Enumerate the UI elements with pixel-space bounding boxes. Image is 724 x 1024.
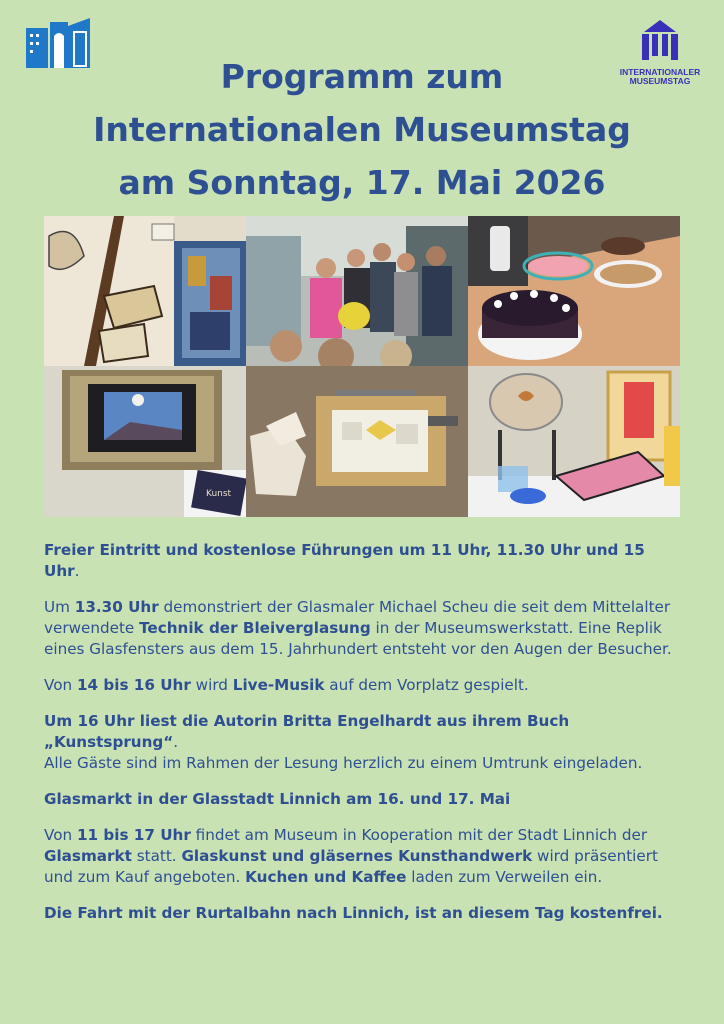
photo-framed-painting bbox=[44, 366, 246, 517]
title-line-2: Internationalen Museumstag bbox=[93, 110, 631, 149]
logo-text: INTERNATIONALER MUSEUMSTAG bbox=[619, 67, 701, 86]
title-line-1: Programm zum bbox=[220, 57, 504, 96]
p7-train: Die Fahrt mit der Rurtalbahn nach Linnich, ist an diesem Tag kostenfrei. bbox=[44, 904, 663, 922]
program-text bbox=[44, 540, 684, 939]
p3-text3: auf dem Vorplatz gespielt. bbox=[324, 676, 529, 694]
free-entry-punct: . bbox=[74, 562, 80, 580]
paragraph-train bbox=[44, 903, 684, 924]
p4-reading: Um 16 Uhr liest die Autorin Britta Engelhardt aus ihrem Buch „Kunstsprung“ bbox=[44, 712, 570, 751]
photo-collage bbox=[44, 216, 680, 517]
p6-glass-art: Glaskunst und gläsernes Kunsthandwerk bbox=[181, 847, 533, 865]
paragraph-free-entry bbox=[44, 540, 684, 582]
p6-text1: Von bbox=[44, 826, 77, 844]
p3-text2: wird bbox=[190, 676, 233, 694]
p2-text1: Um bbox=[44, 598, 75, 616]
p2-text3: in der Museumswerkstatt. Eine Replik eines Glasfensters aus dem 15. Jahrhundert entsteht vor den Augen der Besucher. bbox=[44, 619, 672, 658]
p6-text4: wird präsentiert und zum Kauf angeboten. bbox=[44, 847, 658, 886]
photo-guided-tour bbox=[246, 216, 468, 366]
p6-text2: findet am Museum in Kooperation mit der Stadt Linnich der bbox=[190, 826, 648, 844]
svg-text:Kunst: Kunst bbox=[206, 489, 232, 499]
paragraph-reading bbox=[44, 711, 684, 774]
p3-music: Live-Musik bbox=[232, 676, 325, 694]
p2-text2: demonstriert der Glasmaler Michael Scheu die seit dem Mittelalter verwendete bbox=[44, 598, 671, 637]
p6-market: Glasmarkt bbox=[44, 847, 132, 865]
paragraph-glass-market bbox=[44, 825, 684, 888]
paragraph-live-music bbox=[44, 675, 684, 696]
p6-time: 11 bis 17 Uhr bbox=[76, 826, 191, 844]
title-line-3: am Sonntag, 17. Mai 2026 bbox=[118, 163, 606, 202]
p2-time: 13.30 Uhr bbox=[74, 598, 159, 616]
p5-heading: Glasmarkt in der Glasstadt Linnich am 16. und 17. Mai bbox=[44, 790, 511, 808]
photo-glass-art bbox=[468, 366, 680, 517]
photo-design-drawings bbox=[44, 216, 246, 366]
free-entry-text: Freier Eintritt und kostenlose Führungen um 11 Uhr, 11.30 Uhr und 15 Uhr bbox=[44, 541, 645, 580]
p4-punct: . bbox=[173, 733, 179, 751]
photo-lead-glazing-workbench bbox=[246, 366, 468, 517]
p6-cake: Kuchen und Kaffee bbox=[245, 868, 407, 886]
p6-text5: laden zum Verweilen ein. bbox=[406, 868, 603, 886]
paragraph-glass-painter bbox=[44, 597, 684, 660]
paragraph-glass-market-heading bbox=[44, 789, 684, 810]
p6-text3: statt. bbox=[131, 847, 182, 865]
p3-text1: Von bbox=[44, 676, 77, 694]
p3-time: 14 bis 16 Uhr bbox=[76, 676, 191, 694]
p4-text2: Alle Gäste sind im Rahmen der Lesung herzlich zu einem Umtrunk eingeladen. bbox=[44, 754, 643, 772]
photo-cakes bbox=[468, 216, 680, 366]
p2-technique: Technik der Bleiverglasung bbox=[139, 619, 371, 637]
page-title bbox=[60, 50, 664, 209]
